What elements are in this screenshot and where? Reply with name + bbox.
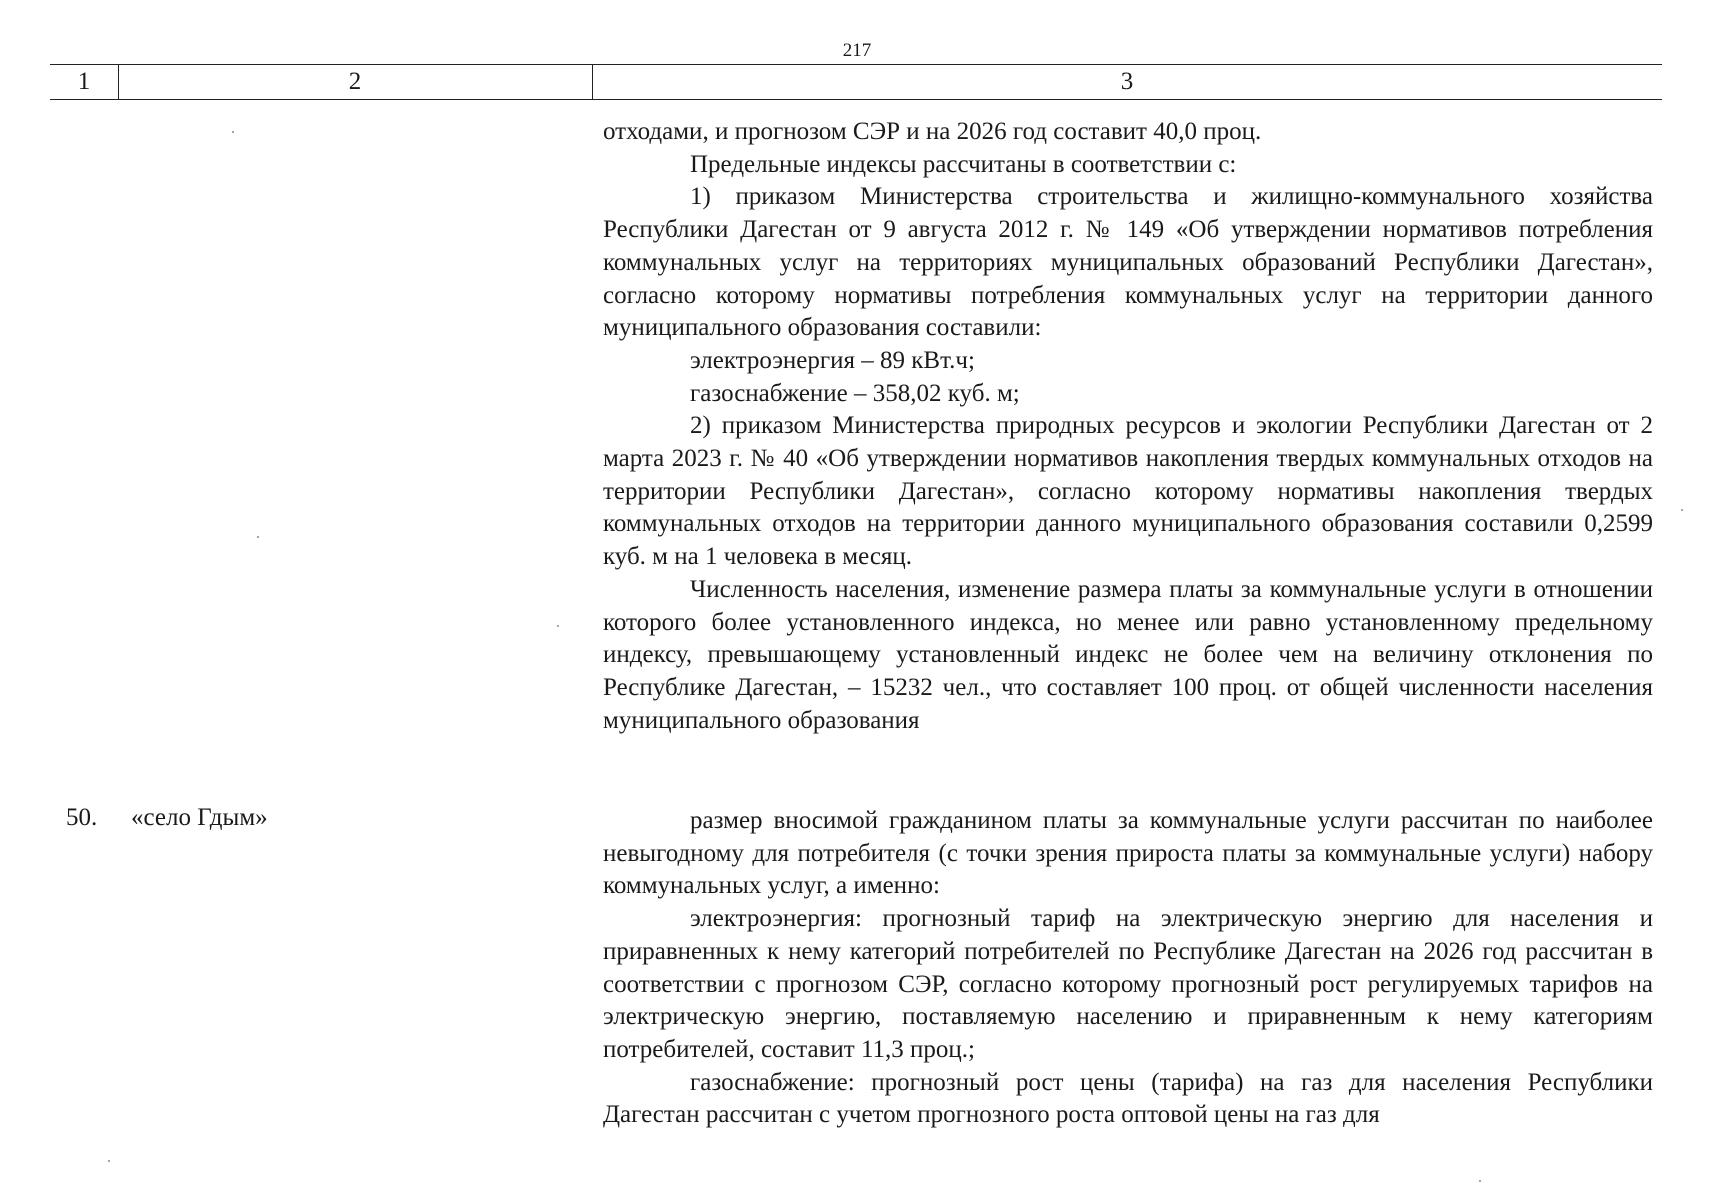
table-header-top-rule xyxy=(50,64,1662,65)
table-header-bottom-rule xyxy=(50,99,1662,100)
continuation-text xyxy=(603,116,1653,737)
row-50-name: «село Гдым» xyxy=(131,804,268,831)
table-header-col-2: 2 xyxy=(348,68,362,95)
row-50-number: 50. xyxy=(66,804,98,831)
table-header-col-3: 3 xyxy=(1120,68,1134,95)
paragraph: электроэнергия: прогнозный тариф на электрическую энергию для населения и приравненных к нему категорий потребителей по Республике Дагестан на 2026 год рассчитан в соответствии с прогнозом СЭР, согласно которому прогнозный рост регулируемых тарифов на электрическую энергию, поставляемую населению и приравненным к нему категориям потребителей, составит 11,3 проц.; xyxy=(603,905,1653,1063)
paragraph: газоснабжение – 358,02 куб. м; xyxy=(690,379,1020,407)
scan-speck xyxy=(108,1160,110,1162)
paragraph: отходами, и прогнозом СЭР и на 2026 год составит 40,0 проц. xyxy=(603,118,1262,145)
paragraph: Численность населения, изменение размера платы за коммунальные услуги в отношении которого более установленного индекса, но менее или равно установленному предельному индексу, превышающему установленный индекс не более чем на величину отклонения по Республике Дагестан, – 15232 чел., что составляет 100 проц. от общей численности населения муниципального образования xyxy=(603,575,1653,734)
paragraph: размер вносимой гражданином платы за коммунальные услуги рассчитан по наиболее невыгодному для потребителя (с точки зрения прироста платы за коммунальные услуги) набору коммунальных услуг, а именно: xyxy=(603,807,1653,900)
paragraph: Предельные индексы рассчитаны в соответствии с: xyxy=(690,150,1237,178)
page-number: 217 xyxy=(842,40,872,61)
paragraph: 1) приказом Министерства строительства и жилищно-коммунального хозяйства Республики Дагестан от 9 августа 2012 г. № 149 «Об утверждении нормативов потребления коммунальных услуг на территориях муниципальных образований Республики Дагестан», согласно которому нормативы потребления коммунальных услуг на территории данного муниципального образования составили: xyxy=(603,183,1653,342)
scan-speck xyxy=(1681,509,1683,511)
scan-speck xyxy=(557,625,559,627)
table-header-col-1: 1 xyxy=(77,68,91,95)
scan-speck xyxy=(1479,1180,1481,1182)
paragraph: 2) приказом Министерства природных ресурсов и экологии Республики Дагестан от 2 марта 2023 г. № 40 «Об утверждении нормативов накопления твердых коммунальных отходов на территории Республики Дагестан», согласно которому нормативы накопления твердых коммунальных отходов на территории данного муниципального образования составили 0,2599 куб. м на 1 человека в месяц. xyxy=(603,412,1653,571)
paragraph: электроэнергия – 89 кВт.ч; xyxy=(690,346,975,374)
scan-speck xyxy=(232,131,234,133)
scan-speck xyxy=(257,536,259,538)
paragraph: газоснабжение: прогнозный рост цены (тарифа) на газ для населения Республики Дагестан рассчитан с учетом прогнозного роста оптовой цены на газ для xyxy=(603,1068,1653,1129)
row-50-text xyxy=(603,805,1653,1132)
